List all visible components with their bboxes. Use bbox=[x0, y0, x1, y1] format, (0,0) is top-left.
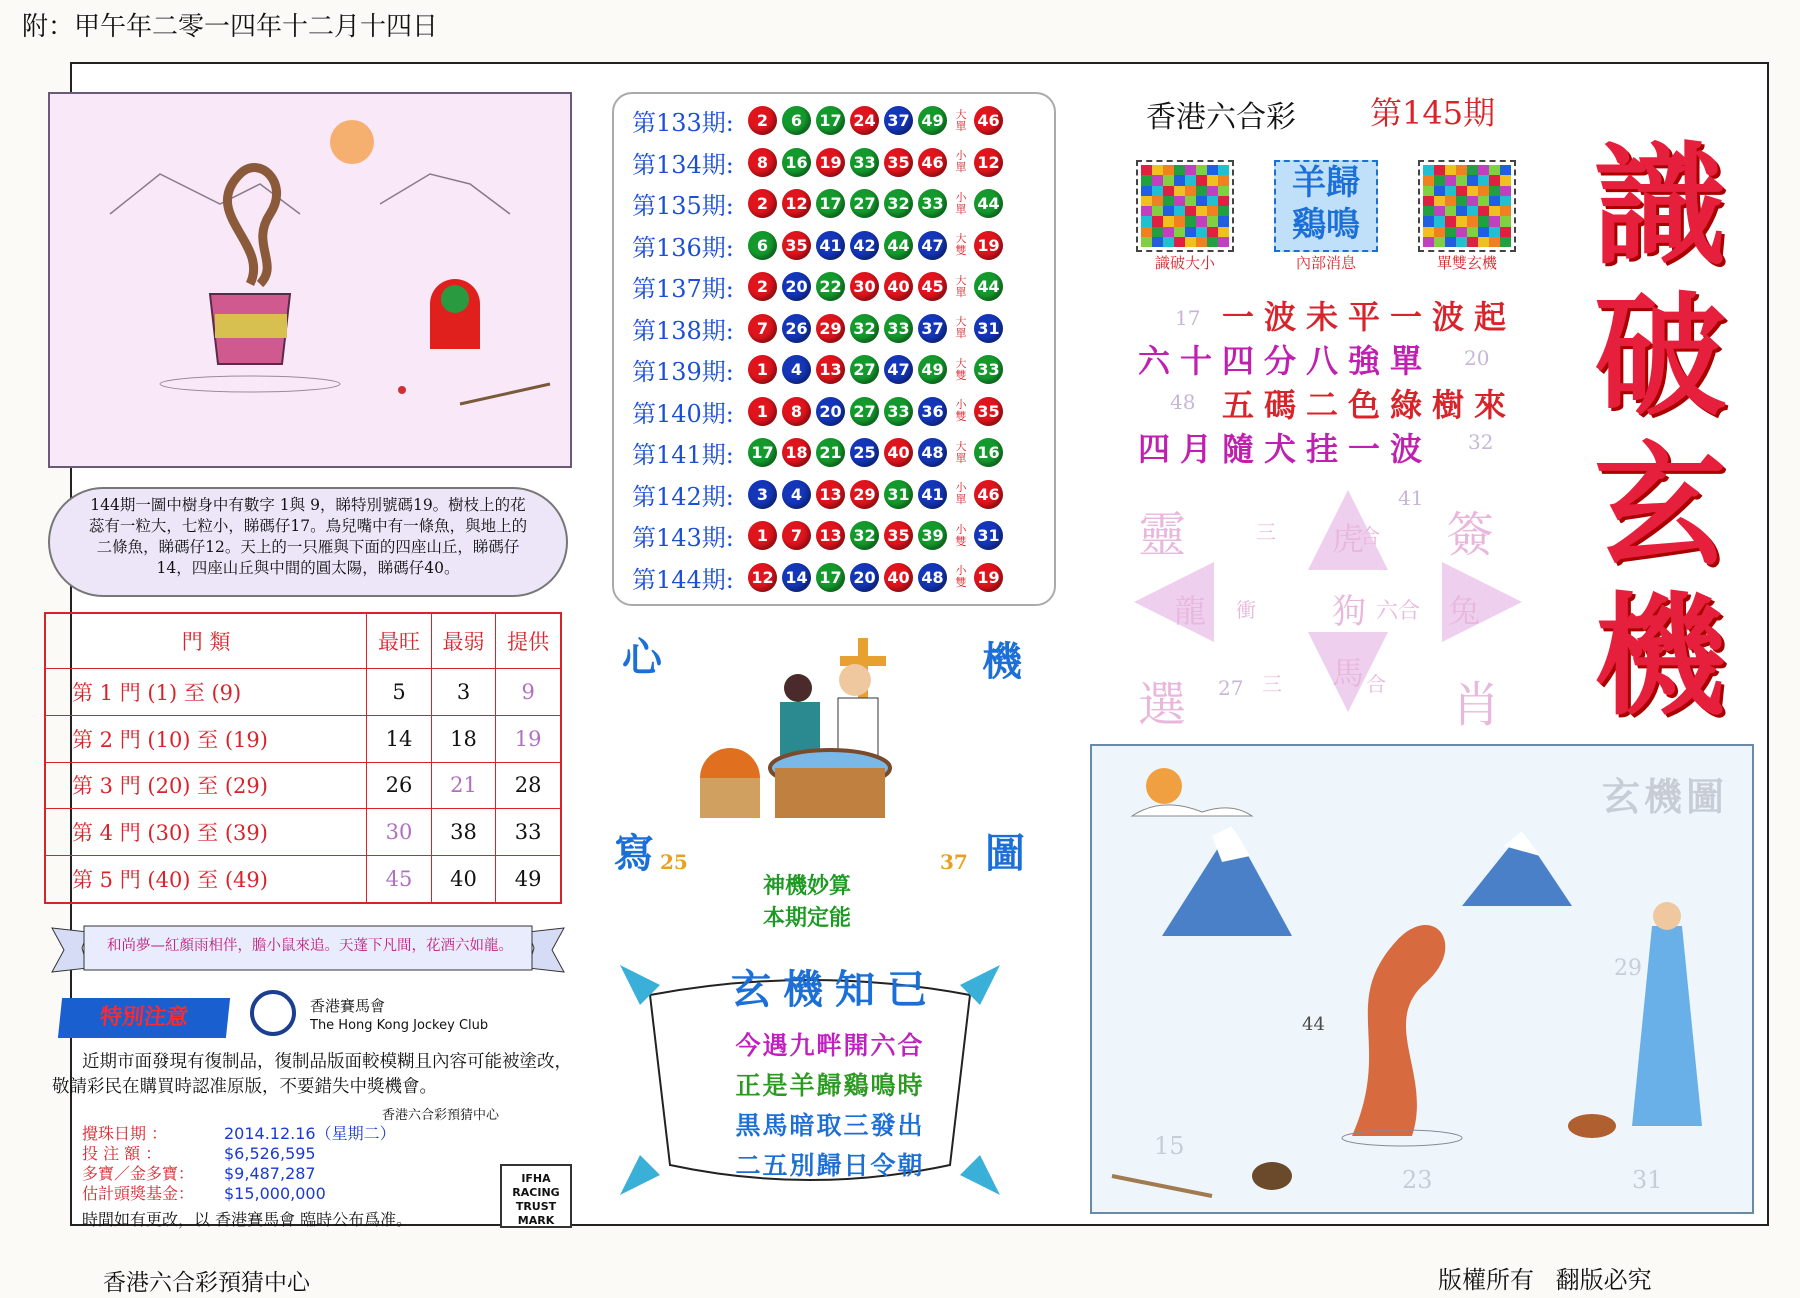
number-ball: 13 bbox=[816, 521, 845, 550]
number-ball: 4 bbox=[782, 480, 811, 509]
number-ball: 1 bbox=[748, 397, 777, 426]
number-ball: 32 bbox=[884, 189, 913, 218]
offer-cell: 19 bbox=[496, 715, 561, 762]
mosaic-icon bbox=[1418, 160, 1516, 252]
special-number-ball: 35 bbox=[974, 397, 1003, 426]
riddle-picture bbox=[48, 92, 572, 468]
special-number-ball: 31 bbox=[974, 521, 1003, 550]
number-ball: 20 bbox=[816, 397, 845, 426]
size-parity-tag: 大單 bbox=[955, 273, 967, 299]
box2-line-1: 羊歸 bbox=[1292, 163, 1360, 203]
number-ball: 46 bbox=[918, 148, 947, 177]
number-ball: 32 bbox=[850, 314, 879, 343]
result-row bbox=[632, 183, 1008, 224]
jackpot-row bbox=[82, 1164, 396, 1184]
size-parity-tag: 大單 bbox=[955, 315, 967, 340]
hot-cell: 30 bbox=[367, 809, 432, 856]
offer-cell: 9 bbox=[496, 669, 561, 716]
box-label: 單雙玄機 bbox=[1436, 254, 1497, 272]
faint-number: 27 bbox=[1218, 676, 1244, 700]
number-ball: 30 bbox=[850, 272, 879, 301]
result-row bbox=[632, 308, 1008, 349]
number-ball: 35 bbox=[782, 231, 811, 260]
number-ball: 49 bbox=[918, 106, 947, 135]
offer-cell: 49 bbox=[496, 856, 561, 904]
number-ball: 37 bbox=[918, 314, 947, 343]
number-ball: 2 bbox=[748, 189, 777, 218]
offer-cell: 28 bbox=[496, 762, 561, 809]
info-value: $6,526,595 bbox=[224, 1144, 316, 1163]
number-ball: 2 bbox=[748, 106, 777, 135]
cold-cell: 3 bbox=[431, 669, 496, 716]
number-ball: 40 bbox=[884, 563, 913, 592]
compass-note: 合 bbox=[1360, 524, 1380, 548]
number-ball: 33 bbox=[884, 314, 913, 343]
result-issue-label: 第138期: bbox=[632, 316, 734, 345]
box-label: 內部消息 bbox=[1295, 254, 1356, 272]
footer-right: 版權所有 翻版必究 bbox=[1438, 1266, 1652, 1294]
tail-note: 時間如有更改，以 香港賽馬會 臨時公布爲准。 bbox=[82, 1210, 413, 1229]
special-number-ball: 19 bbox=[974, 231, 1003, 260]
inside-news-icon bbox=[1274, 160, 1378, 252]
number-ball: 17 bbox=[748, 438, 777, 467]
jockey-club-logo-icon bbox=[250, 990, 296, 1036]
number-ball: 29 bbox=[850, 480, 879, 509]
compass-right: 兔 bbox=[1448, 592, 1481, 630]
door-cell: 第 4 門 (30) 至 (39) bbox=[45, 809, 367, 856]
info-value: $9,487,287 bbox=[224, 1164, 316, 1183]
number-ball: 17 bbox=[816, 106, 845, 135]
mystery-picture-title: 玄機圖 bbox=[1601, 774, 1728, 819]
number-ball: 8 bbox=[782, 397, 811, 426]
special-number-ball: 33 bbox=[974, 355, 1003, 384]
result-issue-label: 第144期: bbox=[632, 565, 734, 594]
draw-date-row bbox=[82, 1124, 396, 1144]
title-char-1: 識 bbox=[1594, 129, 1726, 284]
slogan-line-2: 本期定能 bbox=[763, 905, 852, 931]
compass-bottom: 馬 bbox=[1332, 654, 1365, 692]
number-ball: 47 bbox=[884, 355, 913, 384]
special-number-ball: 44 bbox=[974, 189, 1003, 218]
cold-cell: 18 bbox=[431, 715, 496, 762]
special-number-ball: 12 bbox=[974, 148, 1003, 177]
info-value: $15,000,000 bbox=[224, 1184, 326, 1203]
info-label: 估計頭獎基金： bbox=[82, 1184, 195, 1203]
cold-cell: 38 bbox=[431, 809, 496, 856]
banner-text: 和尚夢—紅顏雨相伴，膽小鼠來追。天蓬下凡間，花酒六如龍。 bbox=[107, 938, 513, 954]
number-ball: 27 bbox=[850, 355, 879, 384]
size-parity-tag: 小單 bbox=[955, 149, 967, 174]
info-value: 2014.12.16（星期二） bbox=[224, 1124, 396, 1143]
compass-note: 六合 bbox=[1376, 599, 1421, 624]
faint-number: 48 bbox=[1170, 390, 1196, 414]
notice-body: 近期市面發現有復制品，復制品版面較模糊且內容可能被塗改，敬請彩民在購買時認准原版，不要錯失中獎機會。 bbox=[52, 1052, 572, 1097]
hot-cell: 14 bbox=[367, 715, 432, 762]
special-number-ball: 16 bbox=[974, 438, 1003, 467]
result-row bbox=[632, 432, 1008, 473]
number-ball: 29 bbox=[816, 314, 845, 343]
footer-left: 香港六合彩預猜中心 bbox=[103, 1270, 310, 1296]
box-odd-even bbox=[1418, 160, 1516, 273]
door-cell: 第 5 門 (40) 至 (49) bbox=[45, 856, 367, 904]
number-ball: 16 bbox=[782, 148, 811, 177]
number-ball: 7 bbox=[782, 521, 811, 550]
number-ball: 32 bbox=[850, 521, 879, 550]
number-ball: 6 bbox=[782, 106, 811, 135]
compass-note: 合 bbox=[1366, 672, 1386, 696]
header-date: 附：甲午年二零一四年十二月十四日 bbox=[22, 12, 439, 42]
header-offer: 提供 bbox=[496, 613, 561, 669]
result-row bbox=[632, 100, 1008, 141]
compass-tl: 靈 bbox=[1138, 507, 1187, 563]
verse-line-2: 六十四分八強單 bbox=[1138, 342, 1433, 380]
faint-number: 41 bbox=[1398, 486, 1424, 510]
size-parity-tag: 小雙 bbox=[955, 564, 967, 589]
faint-number: 17 bbox=[1175, 306, 1201, 330]
center-char-2: 機 bbox=[982, 638, 1022, 685]
compass-note: 三 bbox=[1262, 672, 1282, 696]
table-row bbox=[45, 809, 561, 856]
result-row bbox=[632, 391, 1008, 432]
faint-number: 20 bbox=[1464, 346, 1490, 370]
result-issue-label: 第139期: bbox=[632, 358, 734, 386]
compass-tr: 簽 bbox=[1446, 507, 1495, 563]
table-header-row bbox=[45, 613, 561, 669]
jockey-club-en: The Hong Kong Jockey Club bbox=[310, 1018, 489, 1033]
number-ball: 24 bbox=[850, 106, 879, 135]
title-char-4: 機 bbox=[1594, 579, 1726, 734]
number-ball: 33 bbox=[850, 148, 879, 177]
size-parity-tag: 大單 bbox=[955, 439, 967, 465]
verse-line-4: 四月隨犬挂一波 bbox=[1138, 430, 1433, 468]
number-ball: 41 bbox=[816, 231, 845, 260]
number-ball: 39 bbox=[918, 521, 947, 550]
poem-line-2: 正是羊歸鷄鳴時 bbox=[735, 1071, 925, 1100]
verse-line-1: 一波未平一波起 bbox=[1222, 298, 1517, 336]
hidden-number: 31 bbox=[1632, 1166, 1663, 1194]
number-ball: 35 bbox=[884, 521, 913, 550]
ifha-trust-mark: IFHA RACING TRUST MARK bbox=[500, 1164, 572, 1228]
size-parity-tag: 小雙 bbox=[955, 522, 967, 548]
result-issue-label: 第134期: bbox=[632, 150, 734, 179]
number-ball: 20 bbox=[782, 272, 811, 301]
number-ball: 37 bbox=[884, 106, 913, 135]
door-cell: 第 2 門 (10) 至 (19) bbox=[45, 715, 367, 762]
mystery-picture bbox=[1090, 744, 1754, 1214]
result-row bbox=[632, 225, 1008, 266]
number-ball: 3 bbox=[748, 480, 777, 509]
number-ball: 1 bbox=[748, 355, 777, 384]
poem-line-3: 黒馬暗取三發出 bbox=[735, 1111, 925, 1140]
result-issue-label: 第136期: bbox=[632, 233, 734, 262]
number-ball: 21 bbox=[816, 438, 845, 467]
hidden-number: 15 bbox=[1154, 1132, 1185, 1160]
result-row bbox=[632, 142, 1008, 183]
compass-br: 肖 bbox=[1452, 677, 1501, 733]
riddle-text: 144期一圖中樹身中有數字 1與 9，睇特別號碼19。樹枝上的花蕊有一粒大，七粒小，睇碼仔17。鳥兒嘴中有一條魚，與地上的二條魚，睇碼仔12。天上的一只雁與下面的四座山丘，睇碼仔14，四座山丘與中間的圓太陽，睇碼仔40。 bbox=[48, 487, 568, 597]
compass-top: 虎 bbox=[1332, 520, 1365, 558]
cold-cell: 21 bbox=[431, 762, 496, 809]
table-row bbox=[45, 856, 561, 904]
result-issue-label: 第133期: bbox=[632, 109, 734, 137]
table-row bbox=[45, 715, 561, 762]
slogan-line-1: 神機妙算 bbox=[763, 873, 852, 899]
number-ball: 17 bbox=[816, 189, 845, 218]
hot-cell: 5 bbox=[367, 669, 432, 716]
compass-center: 狗 bbox=[1332, 592, 1366, 632]
header-door: 門 類 bbox=[45, 613, 367, 669]
hidden-number: 44 bbox=[1302, 1014, 1325, 1035]
result-row bbox=[632, 515, 1008, 556]
special-number-ball: 44 bbox=[974, 272, 1003, 301]
result-row bbox=[632, 557, 1008, 598]
num-right: 37 bbox=[940, 850, 968, 874]
draw-info bbox=[82, 1124, 396, 1204]
special-number-ball: 19 bbox=[974, 563, 1003, 592]
number-ball: 14 bbox=[782, 563, 811, 592]
compass-bl: 選 bbox=[1138, 677, 1187, 733]
number-ball: 6 bbox=[748, 231, 777, 260]
number-ball: 27 bbox=[850, 189, 879, 218]
scroll-title: 玄機知已 bbox=[731, 966, 939, 1013]
number-ball: 1 bbox=[748, 521, 777, 550]
title-char-2: 破 bbox=[1594, 279, 1726, 434]
hot-cell: 26 bbox=[367, 762, 432, 809]
number-ball: 49 bbox=[918, 355, 947, 384]
table-row bbox=[45, 669, 561, 716]
lottery-name: 香港六合彩 bbox=[1146, 100, 1296, 135]
result-issue-label: 第143期: bbox=[632, 524, 734, 552]
door-cell: 第 1 門 (1) 至 (9) bbox=[45, 669, 367, 716]
notice-signature: 香港六合彩預猜中心 bbox=[382, 1108, 500, 1123]
door-cell: 第 3 門 (20) 至 (29) bbox=[45, 762, 367, 809]
number-ball: 31 bbox=[884, 480, 913, 509]
number-ball: 12 bbox=[782, 189, 811, 218]
number-ball: 18 bbox=[782, 438, 811, 467]
result-row bbox=[632, 266, 1008, 307]
poem-line-4: 二五別歸日令朝 bbox=[735, 1151, 925, 1180]
size-parity-tag: 小單 bbox=[955, 481, 967, 506]
size-parity-tag: 小單 bbox=[955, 190, 967, 216]
result-issue-label: 第141期: bbox=[632, 441, 734, 469]
number-ball: 45 bbox=[918, 272, 947, 301]
notice-title: 特別注意 bbox=[58, 998, 230, 1038]
bet-amount-row bbox=[82, 1144, 396, 1164]
verse-line-3: 五碼二色綠樹來 bbox=[1222, 386, 1517, 424]
number-ball: 36 bbox=[918, 397, 947, 426]
number-ball: 40 bbox=[884, 438, 913, 467]
number-ball: 7 bbox=[748, 314, 777, 343]
number-ball: 47 bbox=[918, 231, 947, 260]
title-char-3: 玄 bbox=[1594, 429, 1726, 584]
poem-line-1: 今遇九畔開六合 bbox=[735, 1031, 925, 1060]
number-ball: 8 bbox=[748, 148, 777, 177]
prize-fund-row bbox=[82, 1184, 396, 1204]
number-ball: 22 bbox=[816, 272, 845, 301]
number-ball: 35 bbox=[884, 148, 913, 177]
size-parity-tag: 大雙 bbox=[955, 232, 967, 257]
jockey-club-cn: 香港賽馬會 bbox=[310, 997, 386, 1015]
number-ball: 27 bbox=[850, 397, 879, 426]
number-ball: 41 bbox=[918, 480, 947, 509]
result-issue-label: 第142期: bbox=[632, 482, 734, 511]
hot-cell: 45 bbox=[367, 856, 432, 904]
compass-left: 龍 bbox=[1174, 592, 1207, 630]
box-inside-news bbox=[1274, 160, 1378, 273]
number-ball: 44 bbox=[884, 231, 913, 260]
baptism-illustration bbox=[680, 628, 960, 828]
box-label: 識破大小 bbox=[1154, 254, 1215, 272]
number-ball: 33 bbox=[918, 189, 947, 218]
special-number-ball: 46 bbox=[974, 480, 1003, 509]
hidden-number: 23 bbox=[1402, 1166, 1433, 1194]
mosaic-icon bbox=[1136, 160, 1234, 252]
header-hot: 最旺 bbox=[367, 613, 432, 669]
number-ball: 20 bbox=[850, 563, 879, 592]
info-label: 攪珠日期 ： bbox=[82, 1124, 168, 1143]
result-issue-label: 第137期: bbox=[632, 275, 734, 303]
result-issue-label: 第135期: bbox=[632, 192, 734, 220]
poem bbox=[700, 1026, 960, 1186]
faint-number: 32 bbox=[1468, 430, 1494, 454]
number-ball: 33 bbox=[884, 397, 913, 426]
number-ball: 40 bbox=[884, 272, 913, 301]
center-char-3: 寫 bbox=[614, 830, 654, 877]
table-row bbox=[45, 762, 561, 809]
special-number-ball: 46 bbox=[974, 106, 1003, 135]
center-char-4: 圖 bbox=[985, 830, 1025, 877]
number-ball: 42 bbox=[850, 231, 879, 260]
result-issue-label: 第140期: bbox=[632, 399, 734, 428]
number-ball: 25 bbox=[850, 438, 879, 467]
issue-number: 第145期 bbox=[1370, 94, 1496, 132]
number-ball: 13 bbox=[816, 355, 845, 384]
slogan bbox=[763, 870, 851, 934]
results-panel bbox=[612, 92, 1056, 606]
box-big-small bbox=[1136, 160, 1234, 273]
number-ball: 12 bbox=[748, 563, 777, 592]
offer-cell: 33 bbox=[496, 809, 561, 856]
number-ball: 4 bbox=[782, 355, 811, 384]
number-ball: 26 bbox=[782, 314, 811, 343]
hidden-number: 29 bbox=[1614, 956, 1642, 981]
cold-cell: 40 bbox=[431, 856, 496, 904]
result-row bbox=[632, 474, 1008, 515]
num-left: 25 bbox=[660, 850, 688, 874]
size-parity-tag: 大單 bbox=[955, 107, 967, 133]
number-ball: 2 bbox=[748, 272, 777, 301]
size-parity-tag: 大雙 bbox=[955, 356, 967, 382]
info-label: 多寶／金多寶： bbox=[82, 1164, 195, 1183]
compass-note: 衝 bbox=[1236, 598, 1256, 622]
plum-tree-illustration bbox=[50, 94, 570, 466]
header-cold: 最弱 bbox=[431, 613, 496, 669]
number-ball: 13 bbox=[816, 480, 845, 509]
number-ball: 48 bbox=[918, 563, 947, 592]
number-ball: 17 bbox=[816, 563, 845, 592]
door-table bbox=[44, 612, 562, 904]
compass-note: 三 bbox=[1256, 520, 1276, 544]
info-label: 投 注 額 ： bbox=[82, 1144, 162, 1163]
special-number-ball: 31 bbox=[974, 314, 1003, 343]
result-row bbox=[632, 349, 1008, 390]
number-ball: 19 bbox=[816, 148, 845, 177]
number-ball: 48 bbox=[918, 438, 947, 467]
center-char-1: 心 bbox=[622, 634, 662, 681]
box2-line-2: 鷄鳴 bbox=[1292, 205, 1360, 245]
size-parity-tag: 小雙 bbox=[955, 398, 967, 423]
